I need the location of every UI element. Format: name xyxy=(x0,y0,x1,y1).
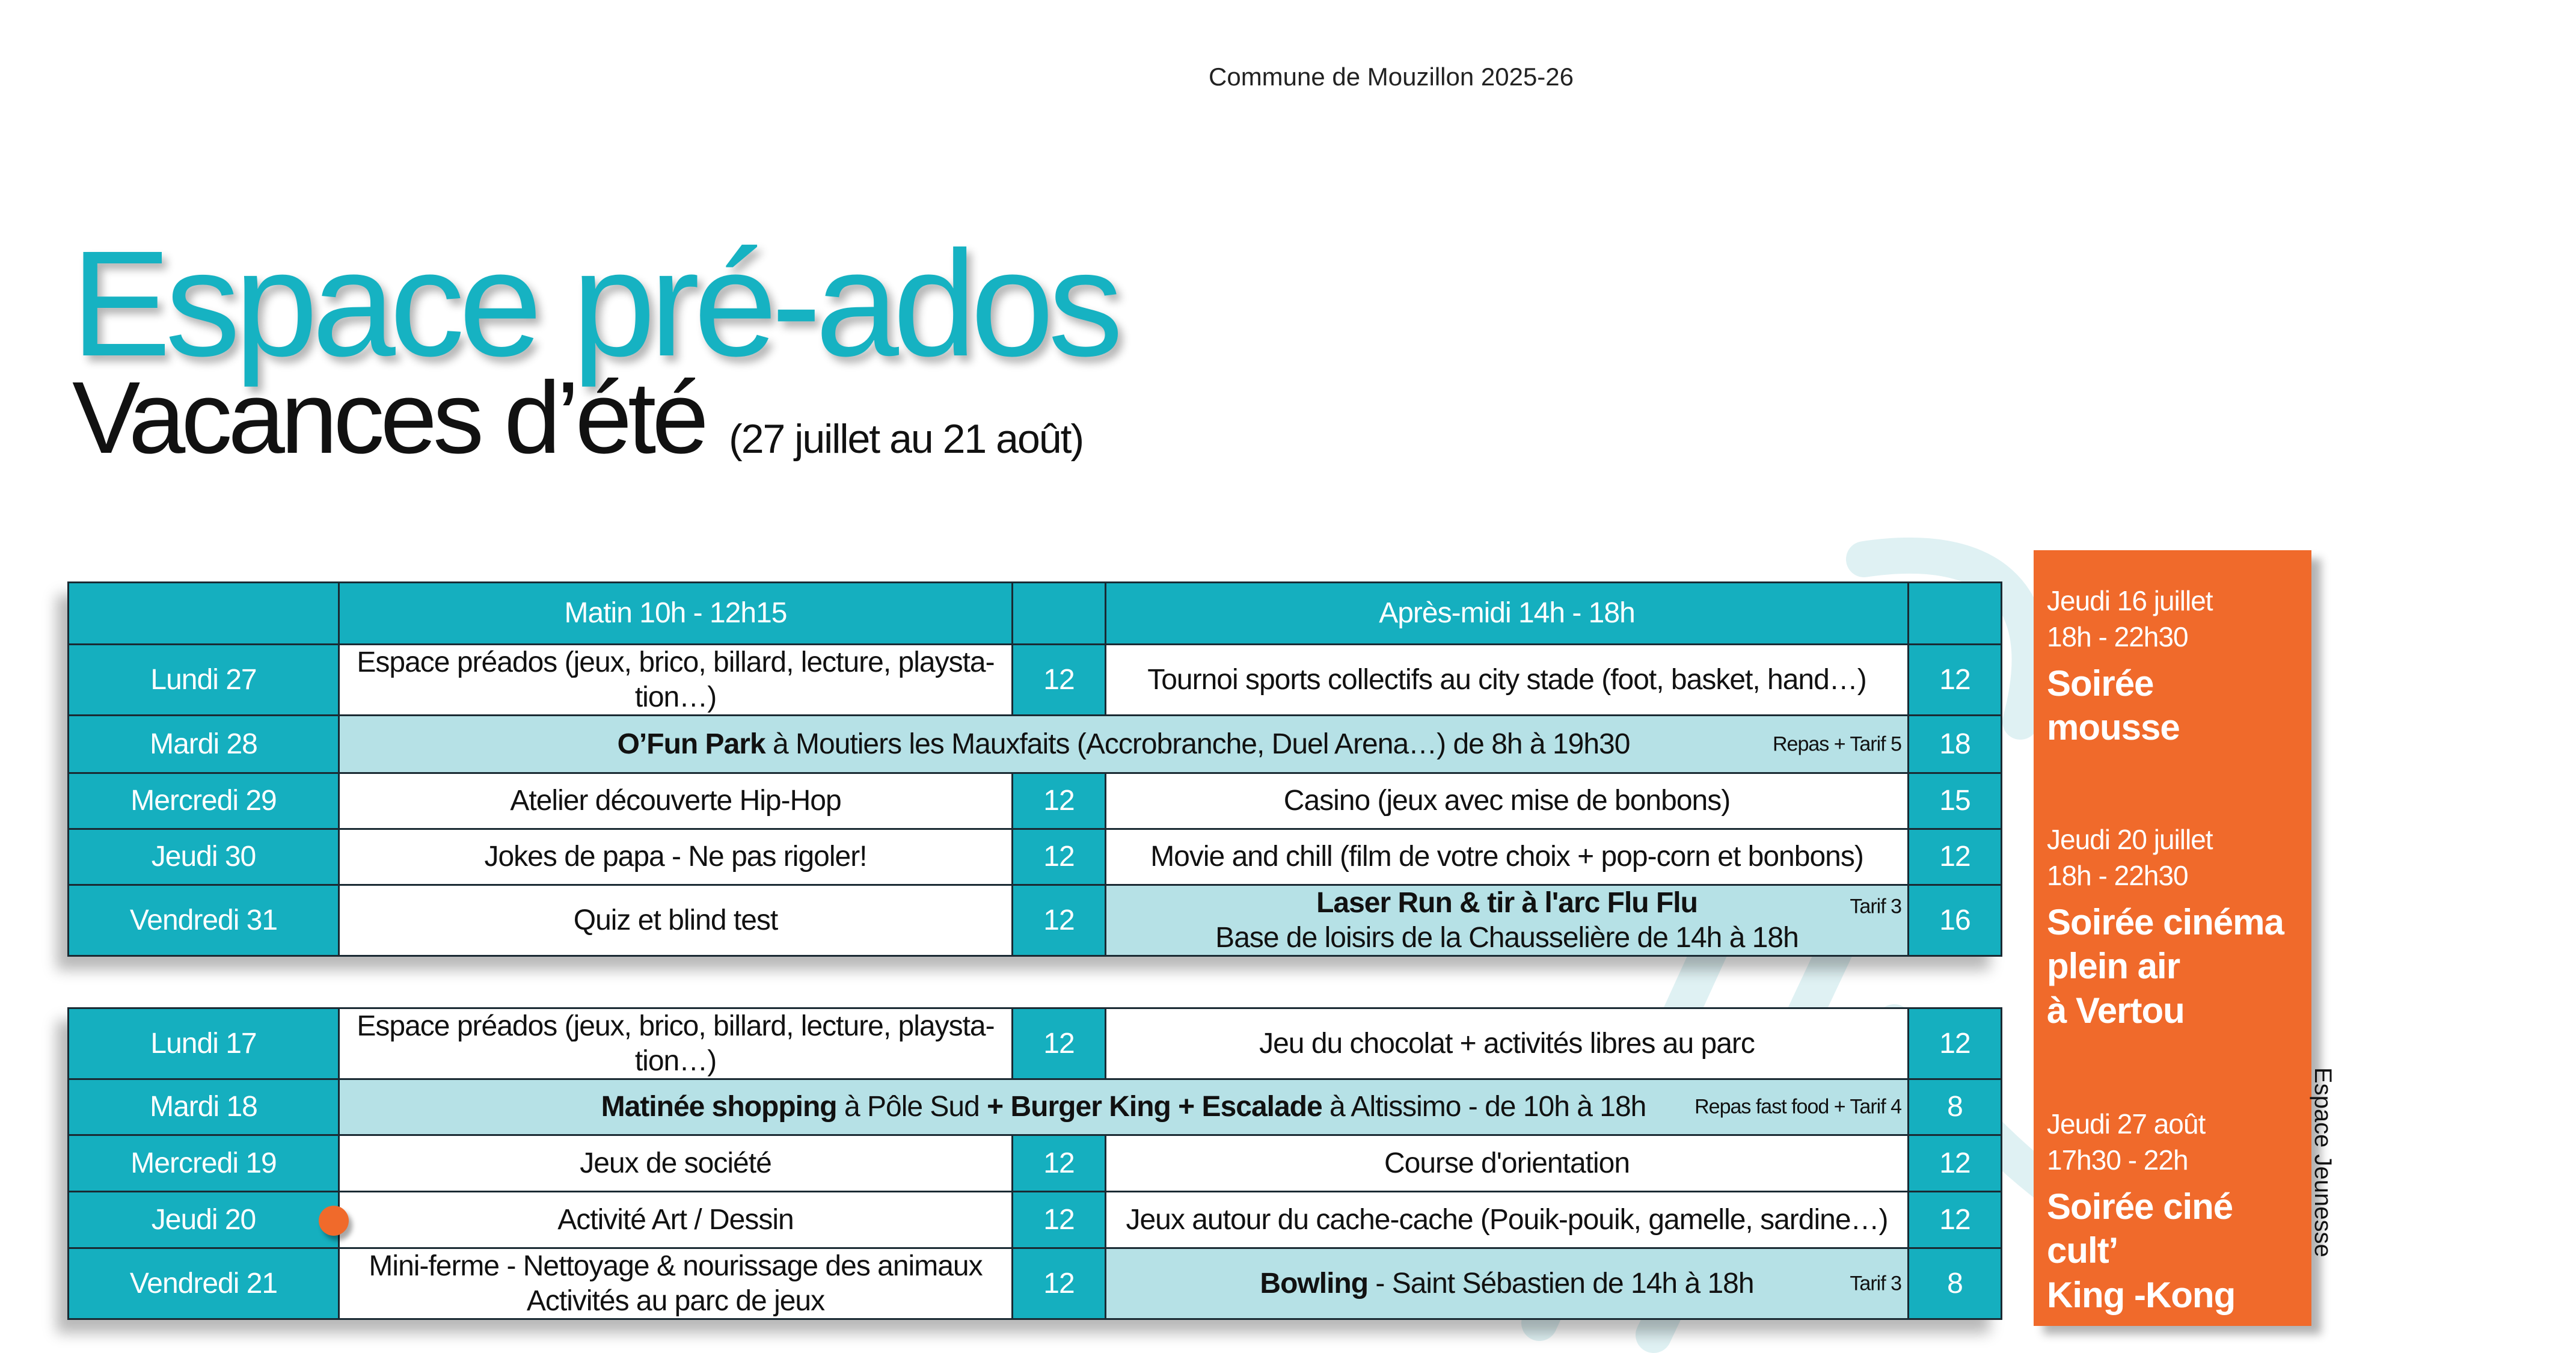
page-subtitle xyxy=(72,361,1084,475)
header-places-pm xyxy=(1909,583,2002,645)
activity-line-1: Mini-ferme - Nettoyage & nourissage des animaux xyxy=(369,1250,983,1283)
event-date: Jeudi 16 juillet xyxy=(2047,585,2213,616)
activity-details: Base de loisirs de la Chausselière de 14h à 18h xyxy=(1215,921,1799,954)
tarif-tag: Repas + Tarif 5 xyxy=(1772,732,1901,756)
activity-title: Laser Run & tir à l'arc Flu Flu xyxy=(1316,887,1697,919)
places-pm: 12 xyxy=(1909,1135,2002,1192)
activity-details: à Altissimo - de 10h à 18h xyxy=(1322,1091,1646,1123)
places-am: 12 xyxy=(1013,773,1106,829)
event-date: Jeudi 27 août xyxy=(2047,1108,2206,1140)
activity-pm: Jeu du chocolat + activités libres au parc xyxy=(1106,1008,1909,1079)
event-name-line-1: Soirée ciné cult’ xyxy=(2047,1186,2233,1271)
activity-place: à Pôle Sud xyxy=(836,1091,987,1123)
event-note xyxy=(2426,1266,2576,1308)
activity-title: Bowling xyxy=(1260,1267,1369,1299)
activity-details: - Saint Sébastien de 14h à 18h xyxy=(1368,1267,1754,1299)
event-name-line-1: Soirée cinéma xyxy=(2047,901,2284,942)
activity-am: Quiz et blind test xyxy=(339,885,1013,956)
places-am: 12 xyxy=(1013,885,1106,956)
places-pm: 8 xyxy=(1909,1248,2002,1319)
activity-extra: + Burger King + Escalade xyxy=(987,1091,1322,1123)
day-cell: Lundi 27 xyxy=(69,645,339,716)
event-name-line-3: à Vertou xyxy=(2047,990,2185,1031)
places: 18 xyxy=(1909,716,2002,773)
event-note-line-2: 8 places xyxy=(2513,1288,2576,1307)
places-am: 12 xyxy=(1013,1192,1106,1248)
activity-pm: Tournoi sports collectifs au city stade (foot, basket, hand…) xyxy=(1106,645,1909,716)
activity-pm xyxy=(1106,1248,1909,1319)
day-cell: Mardi 18 xyxy=(69,1079,339,1135)
full-day-activity xyxy=(339,716,1909,773)
event-name-line-2: plein air xyxy=(2047,946,2180,987)
event-soiree-cinema xyxy=(2047,822,2548,1067)
activity-am xyxy=(339,1248,1013,1319)
subtitle-dates: (27 juillet au 21 août) xyxy=(729,416,1084,462)
places-pm: 12 xyxy=(1909,1008,2002,1079)
event-name-line-2: mousse xyxy=(2047,707,2180,748)
places-pm: 12 xyxy=(1909,1192,2002,1248)
full-day-activity xyxy=(339,1079,1909,1135)
places-am: 12 xyxy=(1013,829,1106,885)
header-empty-cell xyxy=(69,583,339,645)
event-note-line-2: 8 places xyxy=(2485,1049,2548,1067)
page-title: Espace pré-ados xyxy=(71,219,1118,387)
event-note-line-1: Tarif repas xyxy=(2398,774,2477,793)
schedule-table-week-1 xyxy=(67,581,2001,957)
activity-am: Jokes de papa - Ne pas rigoler! xyxy=(339,829,1013,885)
day-cell: Vendredi 31 xyxy=(69,885,339,956)
header-places-am xyxy=(1013,583,1106,645)
activity-line-2: Activités au parc de jeux xyxy=(526,1284,825,1317)
activity-title: Matinée shopping xyxy=(601,1091,837,1123)
event-note xyxy=(2327,773,2477,815)
event-soiree-mousse xyxy=(2047,583,2477,814)
event-name-line-2: King -Kong xyxy=(2047,1275,2236,1316)
places: 8 xyxy=(1909,1079,2002,1135)
places-pm: 12 xyxy=(1909,829,2002,885)
day-cell: Mercredi 19 xyxy=(69,1135,339,1192)
tarif-tag: Tarif 3 xyxy=(1850,1272,1901,1295)
day-cell: Mercredi 29 xyxy=(69,773,339,829)
event-date: Jeudi 20 juillet xyxy=(2047,824,2213,855)
activity-title: O’Fun Park xyxy=(617,728,765,760)
day-cell: Jeudi 20 xyxy=(69,1192,339,1248)
places-am: 12 xyxy=(1013,1135,1106,1192)
activity-am: Jeux de société xyxy=(339,1135,1013,1192)
activity-details: à Moutiers les Mauxfaits (Accrobranche, Duel Arena…) de 8h à 19h30 xyxy=(765,728,1630,760)
orange-dot-marker xyxy=(319,1206,349,1236)
tarif-tag: Tarif 3 xyxy=(1850,895,1901,918)
places-am: 12 xyxy=(1013,1248,1106,1319)
event-note xyxy=(2398,1026,2548,1069)
event-note-line-1: Pique-nique xyxy=(2458,1028,2548,1046)
activity-am: Activité Art / Dessin xyxy=(339,1192,1013,1248)
schedule-table-week-2 xyxy=(67,1007,2001,1320)
day-cell: Mardi 28 xyxy=(69,716,339,773)
activity-pm: Movie and chill (film de votre choix + pop-corn et bonbons) xyxy=(1106,829,1909,885)
activity-am: Espace préados (jeux, brico, billard, lecture, playsta-tion…) xyxy=(339,1008,1013,1079)
event-time: 18h - 22h30 xyxy=(2047,859,2188,891)
activity-am: Espace préados (jeux, brico, billard, lecture, playsta-tion…) xyxy=(339,645,1013,716)
header-matin: Matin 10h - 12h15 xyxy=(339,583,1013,645)
places-am: 12 xyxy=(1013,645,1106,716)
activity-am: Atelier découverte Hip-Hop xyxy=(339,773,1013,829)
activity-pm: Course d'orientation xyxy=(1106,1135,1909,1192)
event-time: 18h - 22h30 xyxy=(2047,621,2188,652)
commune-label: Commune de Mouzillon 2025-26 xyxy=(1209,63,1574,91)
event-note-line-2: 8 places xyxy=(2414,795,2477,814)
header-apres-midi: Après-midi 14h - 18h xyxy=(1106,583,1909,645)
subtitle-text: Vacances d’été xyxy=(72,361,705,475)
activity-pm: Casino (jeux avec mise de bonbons) xyxy=(1106,773,1909,829)
day-cell: Jeudi 30 xyxy=(69,829,339,885)
event-note-line-1: Tarif 3 xyxy=(2530,1267,2576,1286)
places-am: 12 xyxy=(1013,1008,1106,1079)
places-pm: 15 xyxy=(1909,773,2002,829)
day-cell: Vendredi 21 xyxy=(69,1248,339,1319)
places-pm: 16 xyxy=(1909,885,2002,956)
places-pm: 12 xyxy=(1909,645,2002,716)
event-time: 17h30 - 22h xyxy=(2047,1144,2188,1176)
event-name-line-1: Soirée xyxy=(2047,663,2154,704)
espace-jeunesse-label: Espace Jeunesse xyxy=(2310,1067,2336,1257)
day-cell: Lundi 17 xyxy=(69,1008,339,1079)
activity-pm: Jeux autour du cache-cache (Pouik-pouik, gamelle, sardine…) xyxy=(1106,1192,1909,1248)
activity-pm xyxy=(1106,885,1909,956)
tarif-tag: Repas fast food + Tarif 4 xyxy=(1694,1095,1901,1118)
